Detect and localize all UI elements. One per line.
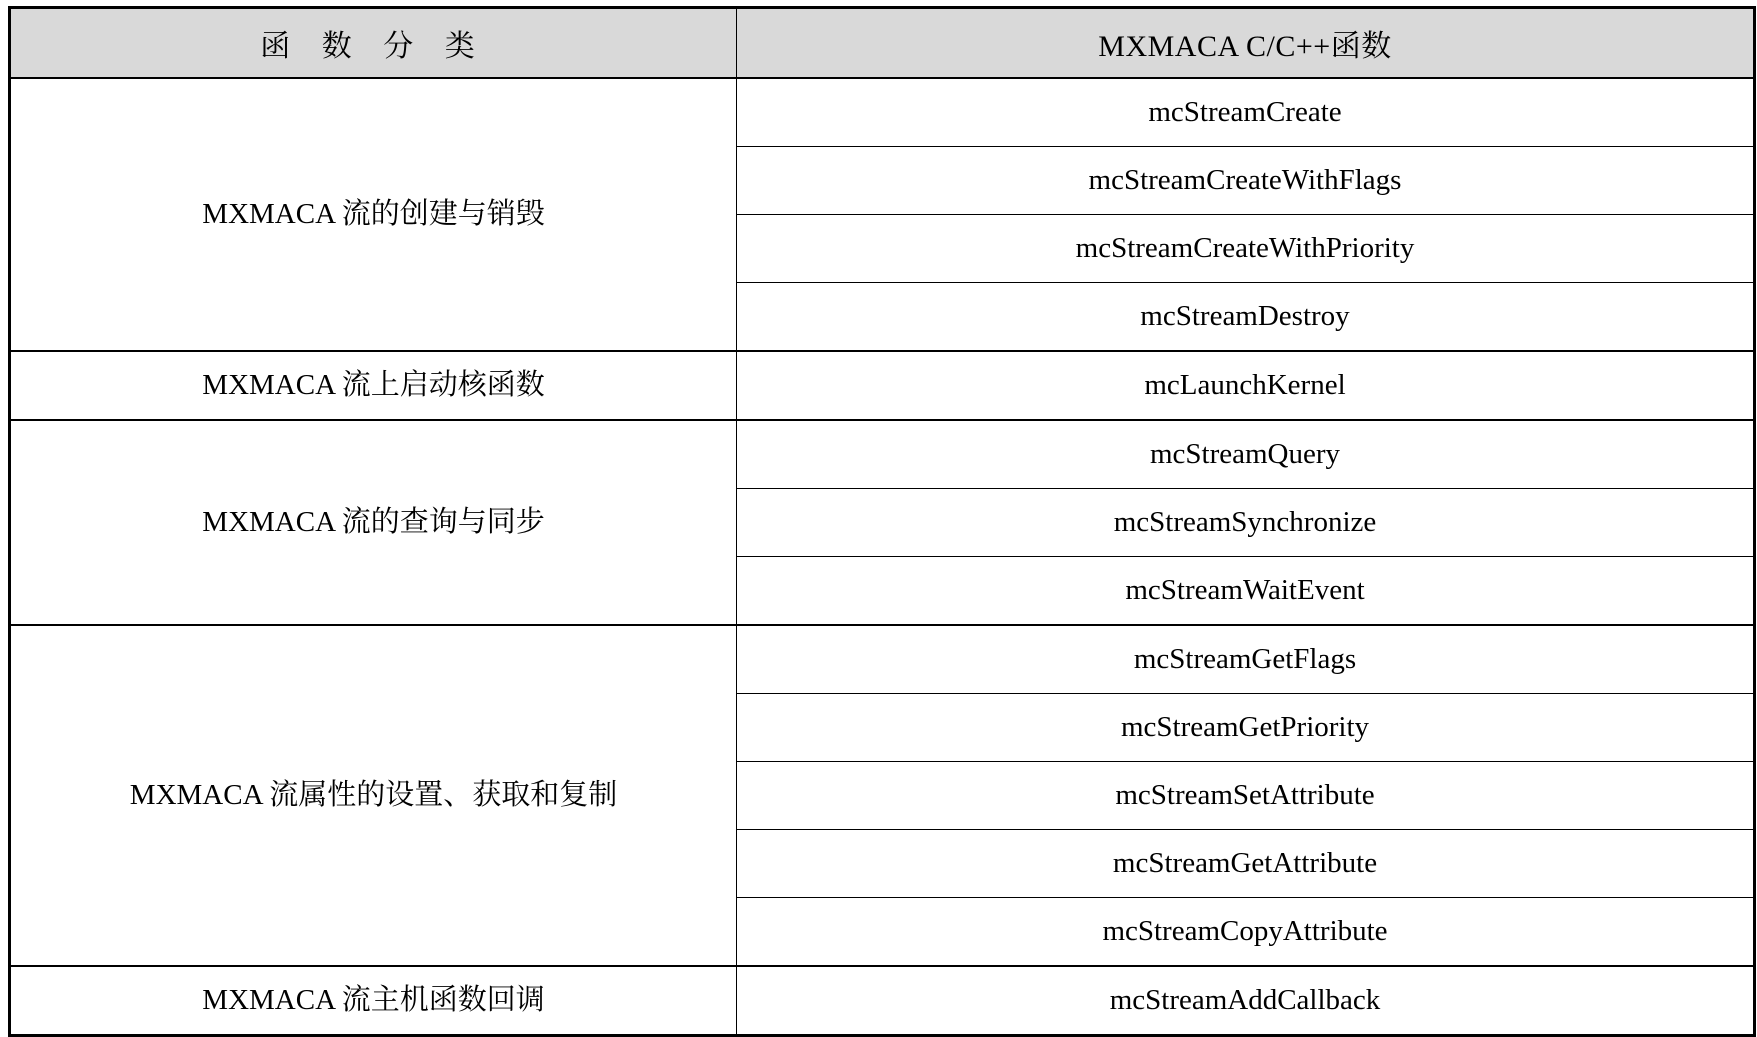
table-row bbox=[10, 420, 1755, 489]
category-cell: MXMACA 流属性的设置、获取和复制 bbox=[10, 625, 737, 966]
table-row bbox=[10, 351, 1755, 420]
function-cell: mcLaunchKernel bbox=[737, 351, 1755, 420]
table-header-row bbox=[10, 8, 1755, 79]
function-cell: mcStreamCreateWithPriority bbox=[737, 215, 1755, 283]
column-header-function: MXMACA C/C++函数 bbox=[737, 8, 1755, 79]
function-cell: mcStreamDestroy bbox=[737, 283, 1755, 352]
function-cell: mcStreamCreate bbox=[737, 78, 1755, 147]
category-cell: MXMACA 流的查询与同步 bbox=[10, 420, 737, 625]
function-cell: mcStreamGetAttribute bbox=[737, 830, 1755, 898]
function-cell: mcStreamAddCallback bbox=[737, 966, 1755, 1036]
category-cell: MXMACA 流的创建与销毁 bbox=[10, 78, 737, 351]
table-body bbox=[10, 78, 1755, 1036]
function-cell: mcStreamCopyAttribute bbox=[737, 898, 1755, 967]
function-cell: mcStreamGetFlags bbox=[737, 625, 1755, 694]
function-cell: mcStreamSetAttribute bbox=[737, 762, 1755, 830]
function-cell: mcStreamGetPriority bbox=[737, 694, 1755, 762]
table-row bbox=[10, 78, 1755, 147]
table-header bbox=[10, 8, 1755, 79]
function-cell: mcStreamCreateWithFlags bbox=[737, 147, 1755, 215]
category-cell: MXMACA 流上启动核函数 bbox=[10, 351, 737, 420]
category-cell: MXMACA 流主机函数回调 bbox=[10, 966, 737, 1036]
function-cell: mcStreamQuery bbox=[737, 420, 1755, 489]
mxmaca-stream-function-table bbox=[8, 6, 1756, 1037]
table-row bbox=[10, 625, 1755, 694]
table-row bbox=[10, 966, 1755, 1036]
function-cell: mcStreamSynchronize bbox=[737, 489, 1755, 557]
function-cell: mcStreamWaitEvent bbox=[737, 557, 1755, 626]
column-header-category: 函 数 分 类 bbox=[10, 8, 737, 79]
